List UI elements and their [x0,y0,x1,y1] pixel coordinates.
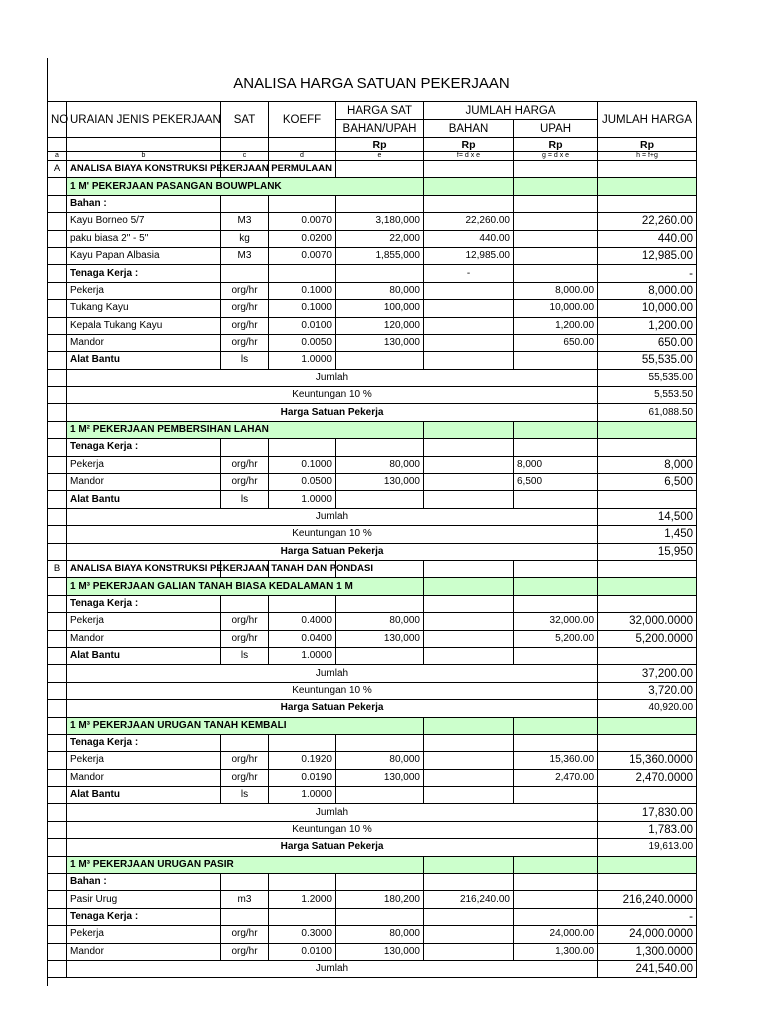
subheading-row [48,734,697,751]
subheading-label: Bahan : [67,195,221,212]
line-item-name: Pekerja [67,613,221,630]
koeff-value: 0.1000 [269,282,336,299]
summary-label: Jumlah [67,804,598,821]
subheading-label: Bahan : [67,874,221,891]
line-item-row [48,926,697,943]
upah-value: 6,500 [514,474,598,491]
jumlah-value: 1,200.00 [598,317,697,334]
subheading-row [48,195,697,212]
line-item-name: Mandor [67,630,221,647]
koeff-value: 0.1000 [269,456,336,473]
unit-value: org/hr [221,334,269,351]
subheading-label: Tenaga Kerja : [67,734,221,751]
unit-value: kg [221,230,269,247]
line-item-row [48,230,697,247]
summary-label: Jumlah [67,960,598,977]
alat-bantu-row [48,647,697,664]
line-item-name: Kayu Borneo 5/7 [67,213,221,230]
koeff-value: 0.0100 [269,943,336,960]
work-item-title: 1 M³ PEKERJAAN GALIAN TANAH BIASA KEDALAMAN 1 M [67,578,424,595]
alat-bantu-row [48,491,697,508]
work-item-title: 1 M³ PEKERJAAN URUGAN TANAH KEMBALI [67,717,424,734]
unit-value: org/hr [221,474,269,491]
bahan-value [424,734,514,751]
bahan-value [424,595,514,612]
jumlah-value [598,787,697,804]
bahan-value [424,752,514,769]
jumlah-value: 440.00 [598,230,697,247]
column-letter: b [67,152,221,161]
upah-value [514,213,598,230]
bahan-value [424,474,514,491]
bahan-value: 216,240.00 [424,891,514,908]
unit-price-value: 80,000 [336,282,424,299]
jumlah-value [598,595,697,612]
work-item-row [48,421,697,438]
jumlah-value: 32,000.0000 [598,613,697,630]
bahan-value [424,456,514,473]
jumlah-value: 5,200.0000 [598,630,697,647]
header-upah: UPAH [514,120,598,138]
summary-row [48,543,697,560]
analysis-table [47,101,697,978]
summary-row [48,665,697,682]
upah-value: 5,200.00 [514,630,598,647]
subheading-row [48,439,697,456]
line-item-row [48,213,697,230]
summary-row [48,960,697,977]
unit-price-value: 180,200 [336,891,424,908]
unit-price-value: 100,000 [336,300,424,317]
summary-value: 19,613.00 [598,839,697,856]
jumlah-value: 2,470.0000 [598,769,697,786]
line-item-name: paku biasa 2" - 5" [67,230,221,247]
unit-value: org/hr [221,317,269,334]
section-letter: A [48,161,67,178]
line-item-name: Kepala Tukang Kayu [67,317,221,334]
header-rp: Rp [336,138,424,152]
jumlah-value: 8,000.00 [598,282,697,299]
unit-value: org/hr [221,282,269,299]
column-letter: h = f+g [598,152,697,161]
unit-value: org/hr [221,943,269,960]
unit-value: ls [221,787,269,804]
line-item-name: Mandor [67,769,221,786]
unit-price-value: 80,000 [336,613,424,630]
section-letter: B [48,560,67,577]
line-item-name: Mandor [67,943,221,960]
summary-label: Keuntungan 10 % [67,682,598,699]
unit-price-value: 80,000 [336,926,424,943]
bahan-value: 12,985.00 [424,247,514,264]
column-letter: g = d x e [514,152,598,161]
summary-row [48,839,697,856]
work-item-row [48,178,697,195]
line-item-row [48,282,697,299]
unit-value: M3 [221,213,269,230]
summary-value: 14,500 [598,508,697,525]
summary-row [48,404,697,421]
bahan-value [424,282,514,299]
bahan-value [424,334,514,351]
page-title: ANALISA HARGA SATUAN PEKERJAAN [233,75,510,92]
koeff-value: 1.0000 [269,352,336,369]
subheading-row [48,595,697,612]
line-item-row [48,613,697,630]
koeff-value: 0.0200 [269,230,336,247]
work-item-title: 1 M³ PEKERJAAN URUGAN PASIR [67,856,424,873]
subheading-label: Tenaga Kerja : [67,439,221,456]
upah-value: 32,000.00 [514,613,598,630]
unit-price-value: 80,000 [336,456,424,473]
header-row-letters [48,152,697,161]
koeff-value: 0.0190 [269,769,336,786]
subheading-row [48,908,697,925]
line-item-name: Kayu Papan Albasia [67,247,221,264]
koeff-value: 0.1920 [269,752,336,769]
column-letter: a [48,152,67,161]
koeff-value: 0.0400 [269,630,336,647]
header-bahan: BAHAN [424,120,514,138]
line-item-name: Mandor [67,474,221,491]
upah-value: 8,000 [514,456,598,473]
jumlah-value [598,874,697,891]
subheading-row [48,874,697,891]
unit-value: org/hr [221,630,269,647]
line-item-name: Alat Bantu [67,491,221,508]
line-item-row [48,891,697,908]
line-item-row [48,456,697,473]
bahan-value: 22,260.00 [424,213,514,230]
line-item-name: Alat Bantu [67,787,221,804]
column-letter: d [269,152,336,161]
unit-price-value: 22,000 [336,230,424,247]
koeff-value: 0.4000 [269,613,336,630]
summary-row [48,682,697,699]
unit-value: org/hr [221,300,269,317]
line-item-row [48,630,697,647]
bahan-value [424,300,514,317]
summary-label: Keuntungan 10 % [67,387,598,404]
section-title: ANALISA BIAYA KONSTRUKSI PEKERJAAN PERMULAAN [67,161,221,178]
work-item-title: 1 M' PEKERJAAN PASANGAN BOUWPLANK [67,178,424,195]
summary-label: Jumlah [67,665,598,682]
summary-label: Harga Satuan Pekerja [67,543,598,560]
work-item-title: 1 M² PEKERJAAN PEMBERSIHAN LAHAN [67,421,424,438]
unit-value: org/hr [221,752,269,769]
koeff-value: 0.0500 [269,474,336,491]
jumlah-value [598,734,697,751]
upah-value [514,230,598,247]
line-item-name: Pekerja [67,456,221,473]
jumlah-value: 216,240.0000 [598,891,697,908]
summary-value: 61,088.50 [598,404,697,421]
koeff-value: 0.0070 [269,247,336,264]
jumlah-value [598,195,697,212]
summary-label: Harga Satuan Pekerja [67,700,598,717]
alat-bantu-row [48,787,697,804]
unit-price-value: 130,000 [336,769,424,786]
summary-value: 5,553.50 [598,387,697,404]
koeff-value: 1.0000 [269,787,336,804]
bahan-value [424,943,514,960]
header-rp: Rp [514,138,598,152]
bahan-value [424,926,514,943]
unit-price-value: 120,000 [336,317,424,334]
unit-value: ls [221,491,269,508]
summary-value: 15,950 [598,543,697,560]
jumlah-value [598,439,697,456]
column-letter: c [221,152,269,161]
jumlah-value: 15,360.0000 [598,752,697,769]
header-row-1 [48,102,697,120]
line-item-row [48,317,697,334]
upah-value: 1,200.00 [514,317,598,334]
jumlah-value [598,647,697,664]
subheading-label: Tenaga Kerja : [67,595,221,612]
line-item-name: Mandor [67,334,221,351]
subheading-row [48,265,697,282]
summary-value: 1,783.00 [598,821,697,838]
jumlah-value: 650.00 [598,334,697,351]
upah-value: 2,470.00 [514,769,598,786]
summary-row [48,369,697,386]
unit-price-value: 1,855,000 [336,247,424,264]
jumlah-value: 24,000.0000 [598,926,697,943]
line-item-row [48,474,697,491]
koeff-value: 1.2000 [269,891,336,908]
summary-value: 3,720.00 [598,682,697,699]
jumlah-value: 55,535.00 [598,352,697,369]
subheading-label: Tenaga Kerja : [67,265,221,282]
unit-value: org/hr [221,456,269,473]
summary-value: 241,540.00 [598,960,697,977]
section-title: ANALISA BIAYA KONSTRUKSI PEKERJAAN TANAH DAN PONDASI [67,560,221,577]
header-harga-sat: HARGA SAT [336,102,424,120]
line-item-name: Pekerja [67,282,221,299]
koeff-value: 1.0000 [269,491,336,508]
unit-value: org/hr [221,769,269,786]
koeff-value: 0.0100 [269,317,336,334]
section-row [48,560,697,577]
summary-value: 55,535.00 [598,369,697,386]
summary-label: Keuntungan 10 % [67,821,598,838]
summary-row [48,821,697,838]
summary-label: Harga Satuan Pekerja [67,839,598,856]
column-letter: e [336,152,424,161]
line-item-name: Pasir Urug [67,891,221,908]
summary-label: Harga Satuan Pekerja [67,404,598,421]
unit-price-value: 3,180,000 [336,213,424,230]
upah-value [514,247,598,264]
summary-value: 37,200.00 [598,665,697,682]
bahan-value [424,908,514,925]
work-item-row [48,717,697,734]
jumlah-value: 22,260.00 [598,213,697,230]
upah-value: 24,000.00 [514,926,598,943]
jumlah-value: 1,300.0000 [598,943,697,960]
unit-value: ls [221,352,269,369]
jumlah-value: 8,000 [598,456,697,473]
line-item-row [48,769,697,786]
header-sat: SAT [221,102,269,138]
line-item-row [48,247,697,264]
header-row-currency [48,138,697,152]
work-item-row [48,578,697,595]
work-item-row [48,856,697,873]
summary-row [48,387,697,404]
bahan-value [424,439,514,456]
summary-value: 40,920.00 [598,700,697,717]
upah-value: 10,000.00 [514,300,598,317]
unit-value: m3 [221,891,269,908]
summary-row [48,700,697,717]
unit-value: org/hr [221,613,269,630]
line-item-row [48,752,697,769]
unit-price-value: 130,000 [336,630,424,647]
unit-value: org/hr [221,926,269,943]
jumlah-value: 12,985.00 [598,247,697,264]
summary-value: 17,830.00 [598,804,697,821]
summary-label: Jumlah [67,369,598,386]
summary-label: Keuntungan 10 % [67,526,598,543]
koeff-value: 0.0050 [269,334,336,351]
unit-price-value: 130,000 [336,943,424,960]
header-rp: Rp [598,138,697,152]
jumlah-value [598,491,697,508]
bahan-value [424,195,514,212]
summary-row [48,508,697,525]
upah-value [514,891,598,908]
jumlah-value: 10,000.00 [598,300,697,317]
subheading-label: Tenaga Kerja : [67,908,221,925]
bahan-value [424,874,514,891]
line-item-name: Alat Bantu [67,647,221,664]
unit-price-value: 130,000 [336,474,424,491]
bahan-value: 440.00 [424,230,514,247]
column-letter: f= d x e [424,152,514,161]
jumlah-value: - [598,908,697,925]
upah-value: 8,000.00 [514,282,598,299]
upah-value: 15,360.00 [514,752,598,769]
bahan-value [424,317,514,334]
summary-label: Jumlah [67,508,598,525]
summary-row [48,526,697,543]
koeff-value: 0.1000 [269,300,336,317]
upah-value: 650.00 [514,334,598,351]
summary-row [48,804,697,821]
header-jumlah-harga-group: JUMLAH HARGA [424,102,598,120]
line-item-name: Pekerja [67,752,221,769]
bahan-value [424,613,514,630]
header-jumlah-harga: JUMLAH HARGA [598,102,697,138]
alat-bantu-row [48,352,697,369]
bahan-value [424,630,514,647]
line-item-name: Tukang Kayu [67,300,221,317]
section-row [48,161,697,178]
koeff-value: 0.0070 [269,213,336,230]
unit-value: M3 [221,247,269,264]
koeff-value: 0.3000 [269,926,336,943]
koeff-value: 1.0000 [269,647,336,664]
header-rp: Rp [424,138,514,152]
upah-value: 1,300.00 [514,943,598,960]
bahan-value [424,769,514,786]
header-no: NO [48,102,67,138]
line-item-name: Alat Bantu [67,352,221,369]
header-bahan-upah: BAHAN/UPAH [336,120,424,138]
unit-value: ls [221,647,269,664]
jumlah-value: 6,500 [598,474,697,491]
line-item-row [48,334,697,351]
bahan-value: - [424,265,514,282]
line-item-row [48,943,697,960]
header-uraian: URAIAN JENIS PEKERJAAN [67,102,221,138]
line-item-row [48,300,697,317]
unit-price-value: 130,000 [336,334,424,351]
jumlah-value: - [598,265,697,282]
summary-value: 1,450 [598,526,697,543]
unit-price-value: 80,000 [336,752,424,769]
header-koeff: KOEFF [269,102,336,138]
line-item-name: Pekerja [67,926,221,943]
